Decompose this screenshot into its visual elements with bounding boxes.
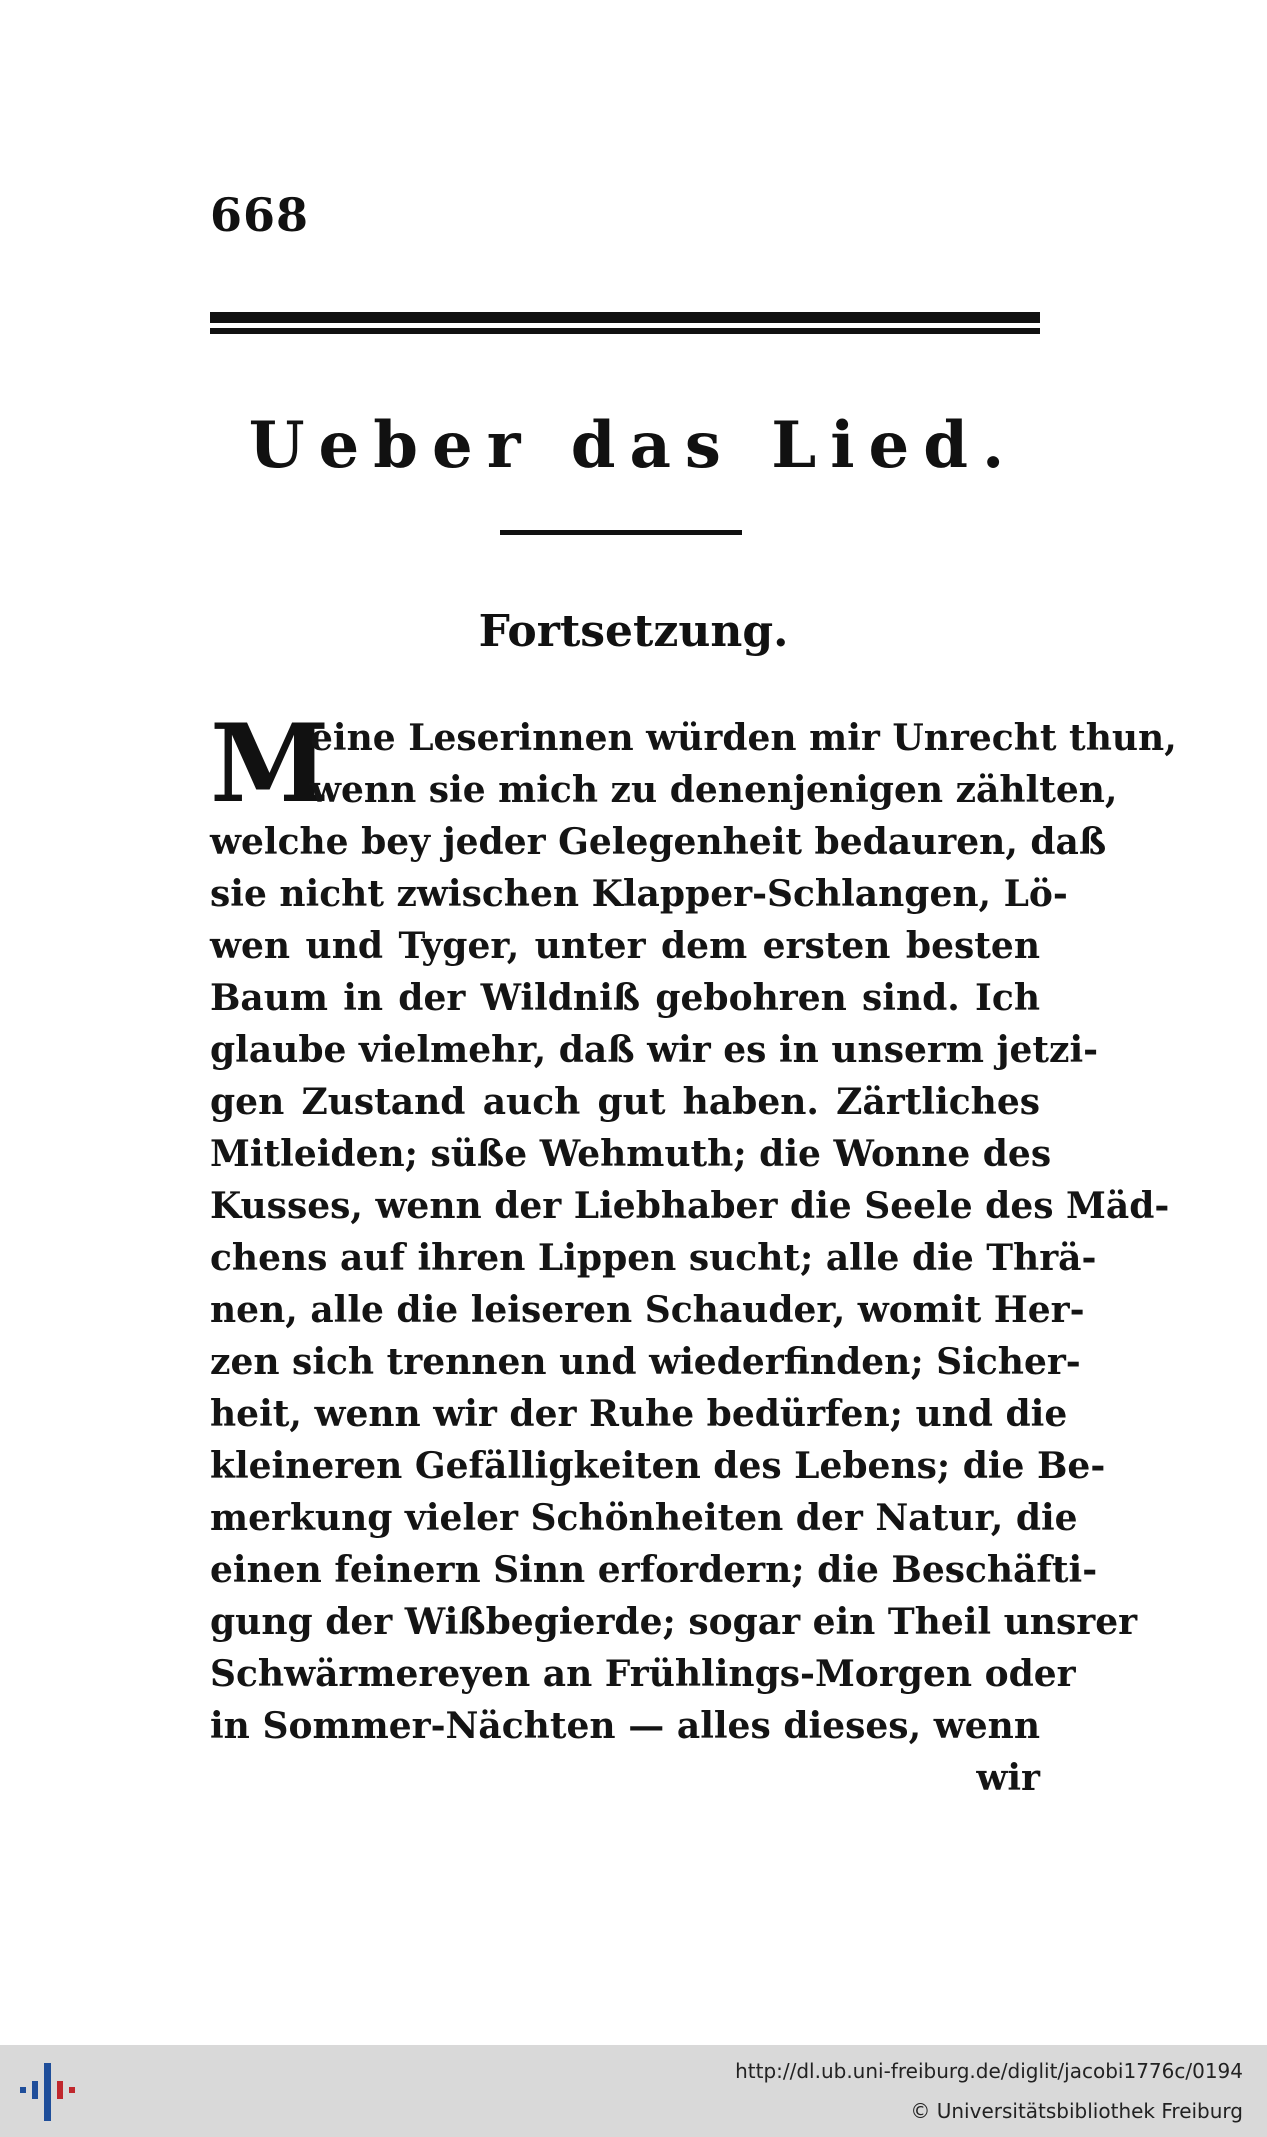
text-line: einen feinern Sinn erfordern; die Beschäfti- (210, 1549, 1098, 1591)
text-line: kleineren Gefälligkeiten des Lebens; die Be- (210, 1445, 1106, 1487)
text-line: merkung vieler Schönheiten der Natur, die (210, 1497, 1078, 1539)
text-line: gung der Wißbegierde; sogar ein Theil unsrer (210, 1601, 1138, 1643)
text-line: Baum in der Wildniß gebohren sind. Ich (210, 977, 1040, 1019)
text-line: Schwärmereyen an Frühlings-Morgen oder (210, 1653, 1076, 1695)
header-double-rule (210, 312, 1040, 338)
text-line: gen Zustand auch gut haben. Zärtliches (210, 1081, 1040, 1123)
body-text (210, 701, 1177, 1804)
chapter-title: Ueber das Lied. (248, 408, 1019, 483)
text-line: heit, wenn wir der Ruhe bedürfen; und die (210, 1393, 1068, 1435)
ub-freiburg-logo-icon[interactable] (14, 2059, 84, 2125)
text-line: nen, alle die leiseren Schauder, womit Her- (210, 1289, 1085, 1331)
source-url-link[interactable]: http://dl.ub.uni-freiburg.de/diglit/jacobi1776c/0194 (735, 2059, 1243, 2083)
viewer-footer (0, 2045, 1267, 2137)
title-divider-rule (500, 530, 742, 535)
text-line: chens auf ihren Lippen sucht; alle die Thrä- (210, 1237, 1097, 1279)
header-rule-thin (210, 328, 1040, 334)
text-line: welche bey jeder Gelegenheit bedauren, daß (210, 821, 1107, 863)
catchword: wir (976, 1757, 1040, 1799)
text-line: Kusses, wenn der Liebhaber die Seele des Mäd- (210, 1185, 1170, 1227)
text-line: sie nicht zwischen Klapper-Schlangen, Lö- (210, 873, 1068, 915)
text-line: Mitleiden; süße Wehmuth; die Wonne des (210, 1133, 1052, 1175)
text-line: in Sommer-Nächten — alles dieses, wenn (210, 1705, 1040, 1747)
chapter-subtitle: Fortsetzung. (478, 606, 789, 657)
header-rule-thick (210, 312, 1040, 323)
text-line: wenn sie mich zu denenjenigen zählten, (310, 769, 1118, 811)
text-line: zen sich trennen und wiederfinden; Sicher- (210, 1341, 1081, 1383)
text-line: glaube vielmehr, daß wir es in unserm jetzi- (210, 1029, 1099, 1071)
drop-cap: M (210, 701, 330, 827)
text-line: wen und Tyger, unter dem ersten besten (210, 925, 1040, 967)
text-line: eine Leserinnen würden mir Unrecht thun, (310, 717, 1177, 759)
page-number: 668 (210, 188, 310, 242)
copyright-notice: © Universitätsbibliothek Freiburg (910, 2099, 1243, 2123)
